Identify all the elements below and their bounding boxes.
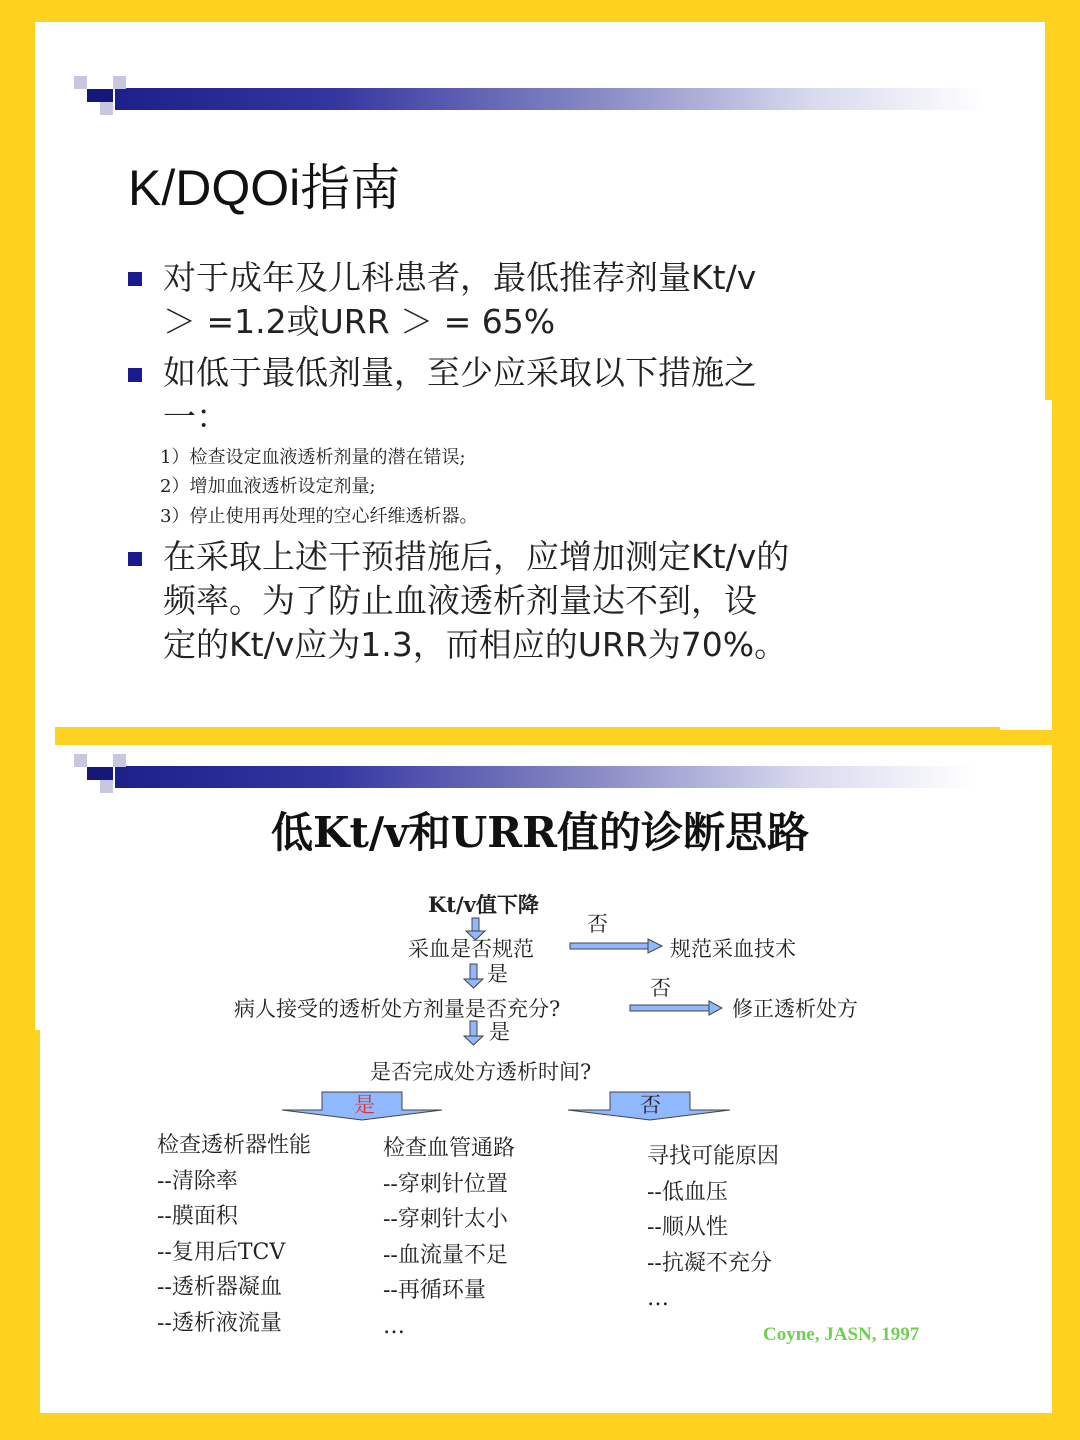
column-dialyzer	[157, 1128, 311, 1341]
sub-item-1: 1）检查设定血液透析剂量的潜在错误;	[160, 447, 466, 468]
list-item: --顺从性	[647, 1215, 728, 1240]
flow-question-1: 采血是否规范	[408, 937, 534, 961]
right-arrow-icon	[570, 939, 662, 953]
list-item: --清除率	[157, 1168, 238, 1194]
flow-yes-label: 是	[489, 1020, 510, 1044]
list-item: --膜面积	[157, 1204, 238, 1229]
flow-yes-label: 是	[487, 962, 508, 986]
sub-item-2: 2）增加血液透析设定剂量;	[160, 476, 376, 497]
list-item: --低血压	[647, 1179, 728, 1205]
text-line: 在采取上述干预措施后，应增加测定Kt/v的	[163, 537, 790, 576]
text-line: 定的Kt/v应为1.3，而相应的URR为70%。	[163, 625, 788, 664]
column-possible-causes	[647, 1139, 779, 1317]
list-item: …	[383, 1313, 405, 1339]
flow-no-label: 否	[587, 912, 608, 936]
list-item: --透析液流量	[157, 1310, 282, 1336]
down-arrow-icon	[464, 1021, 483, 1045]
flow-no-label: 否	[650, 976, 671, 1000]
list-item: --再循环量	[383, 1278, 486, 1303]
column-heading: 检查血管通路	[383, 1136, 516, 1161]
down-arrow-icon	[464, 964, 483, 988]
list-item: --复用后TCV	[157, 1239, 286, 1265]
list-item: --抗凝不充分	[647, 1250, 772, 1276]
column-vascular-access	[383, 1131, 515, 1344]
list-item: --透析器凝血	[157, 1275, 282, 1300]
flow-action-2: 修正透析处方	[732, 997, 858, 1021]
text-line: 一：	[163, 397, 229, 436]
list-item: --血流量不足	[383, 1242, 508, 1268]
flow-action-1: 规范采血技术	[670, 937, 796, 961]
sub-item-3: 3）停止使用再处理的空心纤维透析器。	[160, 506, 478, 527]
list-item: --穿刺针位置	[383, 1171, 508, 1197]
list-item: --穿刺针太小	[383, 1207, 508, 1232]
list-item: …	[647, 1286, 669, 1311]
slide-title: K/DQOi指南	[128, 160, 401, 216]
citation: Coyne, JASN, 1997	[763, 1324, 920, 1345]
text-line: 如低于最低剂量，至少应采取以下措施之	[163, 353, 757, 392]
flow-yes-label: 是	[354, 1093, 375, 1117]
slide-title: 低Kt/v和URR值的诊断思路	[270, 808, 810, 857]
text-line: 对于成年及儿科患者，最低推荐剂量Kt/v	[163, 258, 757, 297]
right-arrow-icon	[630, 1001, 722, 1015]
text-line: ＞ =1.2或URR ＞ = 65%	[163, 302, 556, 341]
flow-start: Kt/v值下降	[428, 892, 539, 917]
column-heading: 寻找可能原因	[647, 1144, 780, 1169]
flow-question-3: 是否完成处方透析时间?	[370, 1060, 592, 1084]
flow-no-label: 否	[640, 1093, 661, 1117]
column-heading: 检查透析器性能	[157, 1133, 312, 1158]
text-line: 频率。为了防止血液透析剂量达不到，设	[163, 581, 757, 620]
flow-question-2: 病人接受的透析处方剂量是否充分?	[234, 997, 561, 1021]
